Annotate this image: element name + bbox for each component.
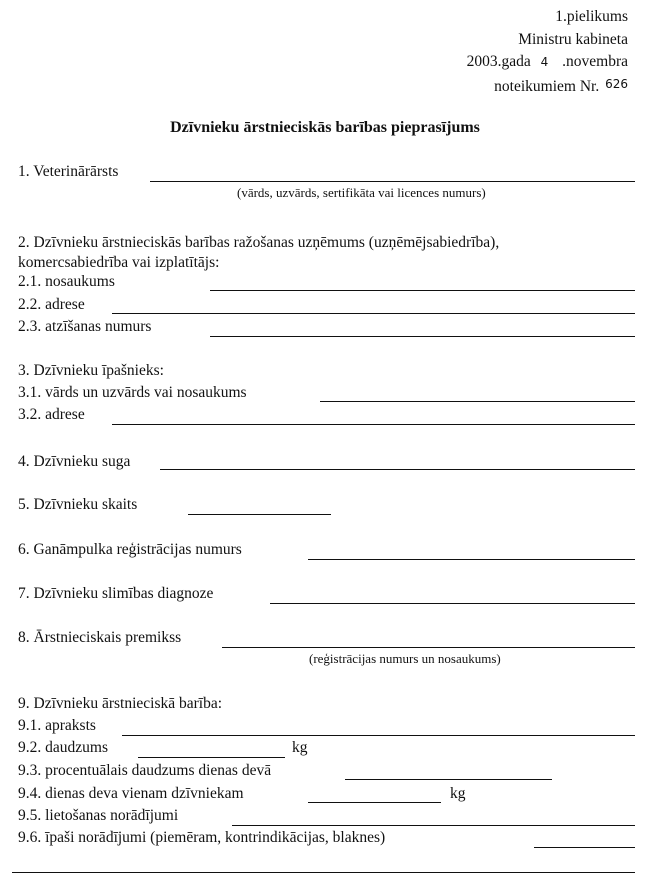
daily-percent-line[interactable]: [345, 779, 552, 780]
special-instructions-line-2[interactable]: [12, 872, 635, 873]
feed-quantity-unit: kg: [292, 739, 308, 756]
special-instructions-line[interactable]: [534, 847, 635, 848]
producer-address-label: 2.2. adrese: [18, 296, 85, 313]
vet-input-line[interactable]: [150, 181, 635, 182]
form-title: Dzīvnieku ārstnieciskās barības pieprasījums: [170, 119, 480, 136]
cabinet-label: Ministru kabineta: [518, 31, 628, 48]
vet-label: 1. Veterinārārsts: [18, 163, 119, 180]
usage-instructions-label: 9.5. lietošanas norādījumi: [18, 807, 179, 824]
producer-heading-line2: komercsabiedrība vai izplatītājs:: [18, 254, 220, 271]
premix-line[interactable]: [222, 647, 635, 648]
feed-description-label: 9.1. apraksts: [18, 717, 96, 734]
regulation-line: [494, 75, 628, 96]
owner-address-line[interactable]: [112, 424, 635, 425]
daily-percent-label: 9.3. procentuālais daudzums dienas devā: [18, 762, 272, 779]
daily-dose-unit: kg: [450, 785, 466, 802]
producer-address-line[interactable]: [112, 313, 635, 314]
owner-name-label: 3.1. vārds un uzvārds vai nosaukums: [18, 384, 247, 401]
owner-name-line[interactable]: [320, 401, 635, 402]
owner-heading: 3. Dzīvnieku īpašnieks:: [18, 362, 164, 379]
appendix-label: 1.pielikums: [555, 8, 628, 25]
producer-name-label: 2.1. nosaukums: [18, 273, 115, 290]
date-month: .novembra: [562, 53, 628, 70]
usage-instructions-line[interactable]: [232, 825, 635, 826]
feed-heading: 9. Dzīvnieku ārstnieciskā barība:: [18, 695, 223, 712]
owner-address-label: 3.2. adrese: [18, 406, 85, 423]
regulation-label: noteikumiem Nr.: [494, 78, 600, 95]
producer-name-line[interactable]: [210, 290, 635, 291]
regulation-number: 626: [605, 77, 628, 91]
vet-hint: (vārds, uzvārds, sertifikāta vai licences numurs): [237, 185, 486, 200]
feed-quantity-label: 9.2. daudzums: [18, 739, 108, 756]
date-day: 4: [540, 55, 549, 69]
premix-label: 8. Ārstnieciskais premikss: [18, 629, 182, 646]
special-instructions-label: 9.6. īpaši norādījumi (piemēram, kontrindikācijas, blaknes): [18, 829, 386, 846]
date-line: [467, 53, 628, 71]
date-year: 2003.gada: [466, 53, 531, 70]
approval-number-line[interactable]: [210, 336, 635, 337]
approval-number-label: 2.3. atzīšanas numurs: [18, 318, 152, 335]
count-line[interactable]: [188, 514, 331, 515]
herd-number-label: 6. Ganāmpulka reģistrācijas numurs: [18, 541, 242, 558]
species-line[interactable]: [160, 469, 635, 470]
herd-number-line[interactable]: [308, 559, 635, 560]
feed-quantity-line[interactable]: [138, 757, 285, 758]
diagnosis-line[interactable]: [270, 603, 635, 604]
daily-dose-line[interactable]: [308, 802, 441, 803]
count-label: 5. Dzīvnieku skaits: [18, 496, 138, 513]
diagnosis-label: 7. Dzīvnieku slimības diagnoze: [18, 585, 214, 602]
feed-description-line[interactable]: [122, 735, 635, 736]
species-label: 4. Dzīvnieku suga: [18, 453, 131, 470]
premix-hint: (reģistrācijas numurs un nosaukums): [309, 651, 501, 666]
producer-heading-line1: 2. Dzīvnieku ārstnieciskās barības ražošanas uzņēmums (uzņēmējsabiedrība),: [18, 234, 500, 251]
daily-dose-label: 9.4. dienas deva vienam dzīvniekam: [18, 785, 244, 802]
